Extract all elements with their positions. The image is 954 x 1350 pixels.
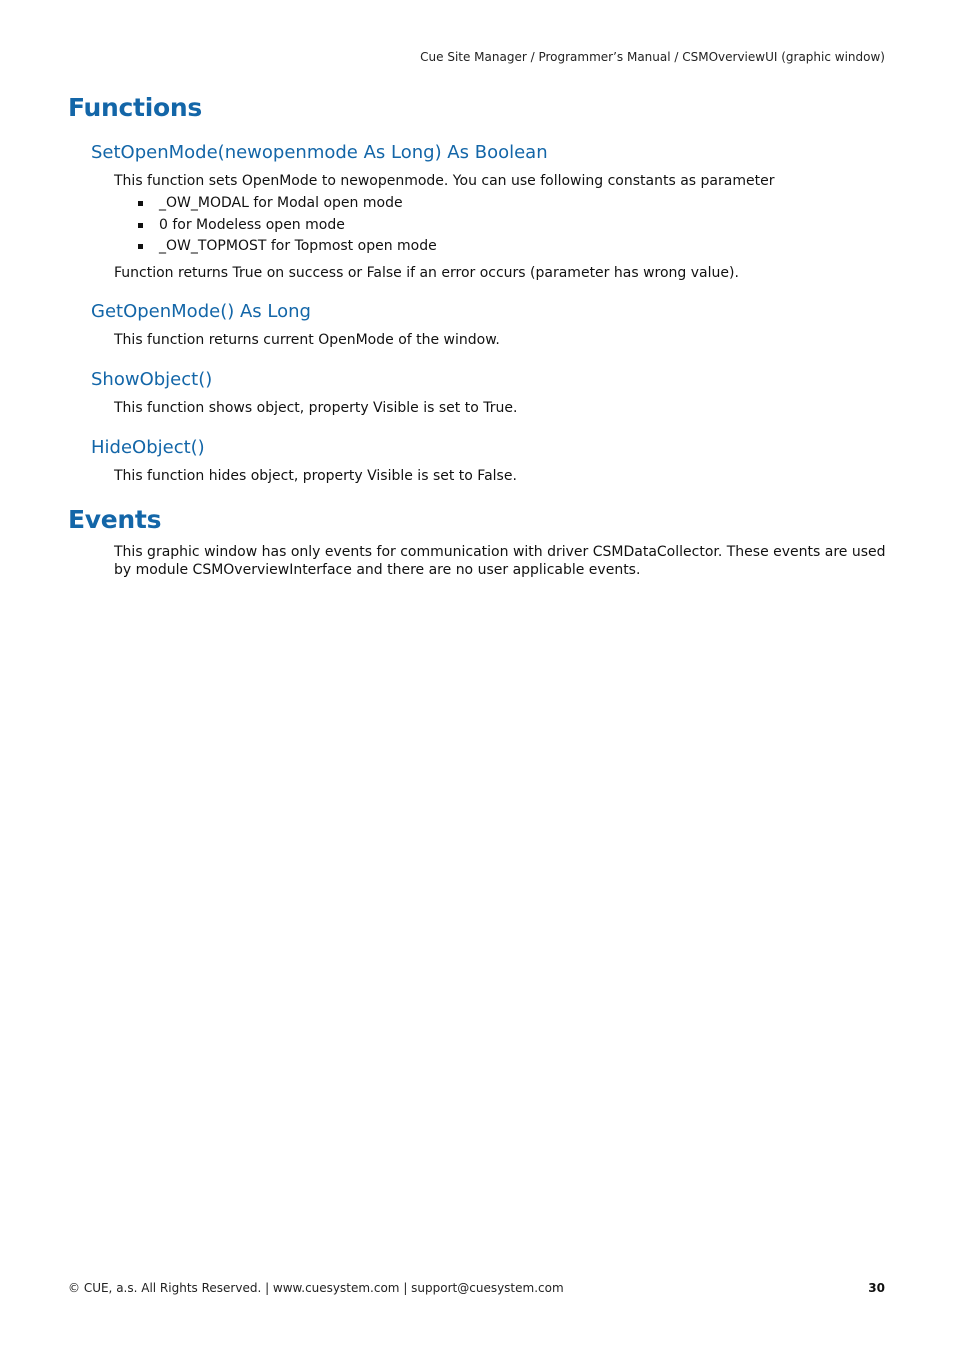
page-number: 30 — [868, 1281, 885, 1295]
set-open-mode-returns: Function returns True on success or False if an error occurs (parameter has wrong value). — [114, 265, 739, 281]
bullet-icon — [138, 201, 143, 206]
open-mode-constants-list — [114, 194, 437, 259]
show-object-title: ShowObject() — [91, 369, 213, 390]
events-heading: Events — [68, 505, 162, 534]
list-item-text: _OW_TOPMOST for Topmost open mode — [159, 238, 437, 254]
bullet-icon — [138, 223, 143, 228]
list-item — [114, 237, 437, 259]
list-item-text: _OW_MODAL for Modal open mode — [159, 195, 403, 211]
events-desc-line-1: This graphic window has only events for communication with driver CSMDataCollector. These events are used — [114, 544, 886, 560]
bullet-icon — [138, 244, 143, 249]
set-open-mode-title: SetOpenMode(newopenmode As Long) As Boolean — [91, 142, 548, 163]
show-object-desc: This function shows object, property Visible is set to True. — [114, 400, 518, 416]
list-item — [114, 194, 437, 216]
footer-copyright: © CUE, a.s. All Rights Reserved. | www.cuesystem.com | support@cuesystem.com — [68, 1281, 564, 1295]
list-item — [114, 216, 437, 238]
get-open-mode-desc: This function returns current OpenMode of the window. — [114, 332, 500, 348]
hide-object-desc: This function hides object, property Visible is set to False. — [114, 468, 517, 484]
page-header-breadcrumb: Cue Site Manager / Programmer’s Manual / CSMOverviewUI (graphic window) — [420, 50, 885, 64]
set-open-mode-intro: This function sets OpenMode to newopenmode. You can use following constants as parameter — [114, 173, 775, 189]
events-desc-line-2: by module CSMOverviewInterface and there are no user applicable events. — [114, 562, 641, 578]
list-item-text: 0 for Modeless open mode — [159, 216, 345, 233]
functions-heading: Functions — [68, 93, 202, 122]
hide-object-title: HideObject() — [91, 437, 205, 458]
get-open-mode-title: GetOpenMode() As Long — [91, 301, 311, 322]
